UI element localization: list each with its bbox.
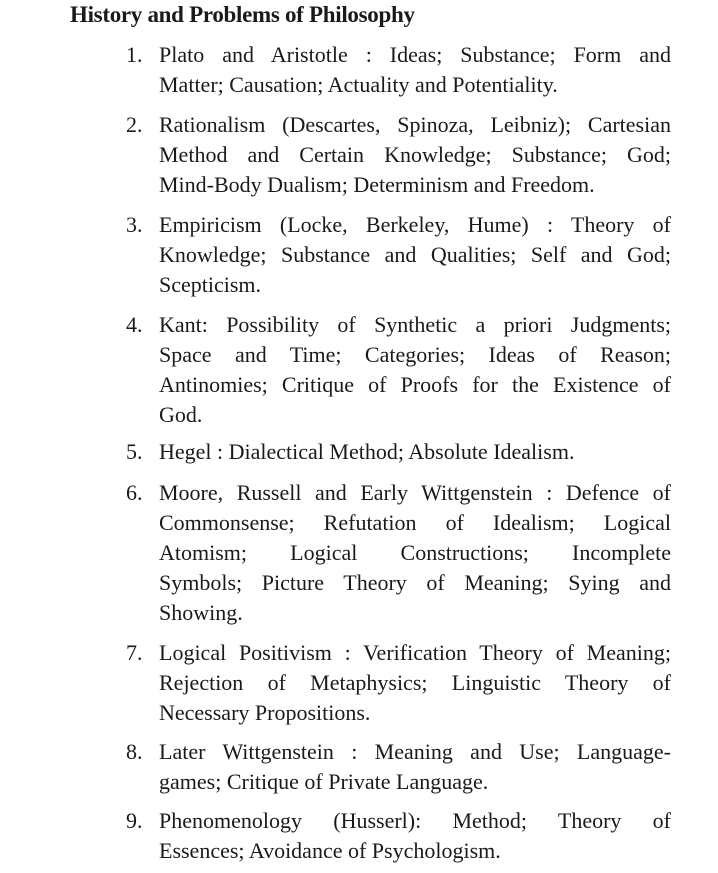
item-text-line: Space and Time; Categories; Ideas of Reason; <box>159 342 671 367</box>
item-number: 6. <box>126 480 143 505</box>
item-number: 9. <box>126 808 143 833</box>
item-text <box>159 806 671 866</box>
item-text-line: Rationalism (Descartes, Spinoza, Leibniz); Cartesian <box>159 112 671 137</box>
item-text-line: Rejection of Metaphysics; Linguistic Theory of <box>159 670 671 695</box>
item-text-line: Scepticism. <box>159 272 262 297</box>
item-text-line: Symbols; Picture Theory of Meaning; Sying and <box>159 570 671 595</box>
item-text-line: Matter; Causation; Actuality and Potentiality. <box>159 72 558 97</box>
item-text-line: Hegel : Dialectical Method; Absolute Idealism. <box>159 439 575 464</box>
item-text-line: Necessary Propositions. <box>159 700 371 725</box>
item-text-line: Empiricism (Locke, Berkeley, Hume) : Theory of <box>159 212 671 237</box>
item-text-line: Later Wittgenstein : Meaning and Use; Language- <box>159 739 671 764</box>
item-text <box>159 310 671 430</box>
item-number: 8. <box>126 739 143 764</box>
section-heading: History and Problems of Philosophy <box>70 2 415 27</box>
item-text-line: Logical Positivism : Verification Theory of Meaning; <box>159 640 671 665</box>
item-number: 5. <box>126 439 143 464</box>
item-text-line: Method and Certain Knowledge; Substance; God; <box>159 142 671 167</box>
item-text-line: Moore, Russell and Early Wittgenstein : Defence of <box>159 480 671 505</box>
item-text-line: Atomism; Logical Constructions; Incomplete <box>159 540 671 565</box>
item-text <box>159 110 671 200</box>
item-text <box>159 638 671 728</box>
item-text <box>159 478 671 628</box>
item-text-line: games; Critique of Private Language. <box>159 769 489 794</box>
item-number: 3. <box>126 212 143 237</box>
item-number: 7. <box>126 640 143 665</box>
item-text-line: Essences; Avoidance of Psychologism. <box>159 838 501 863</box>
item-number: 1. <box>126 42 143 67</box>
item-text <box>159 437 671 467</box>
item-text-line: God. <box>159 402 203 427</box>
item-text-line: Mind-Body Dualism; Determinism and Freedom. <box>159 172 595 197</box>
item-number: 2. <box>126 112 143 137</box>
item-text-line: Knowledge; Substance and Qualities; Self and God; <box>159 242 671 267</box>
item-number: 4. <box>126 312 143 337</box>
item-text <box>159 210 671 300</box>
item-text-line: Kant: Possibility of Synthetic a priori Judgments; <box>159 312 671 337</box>
item-text-line: Commonsense; Refutation of Idealism; Logical <box>159 510 671 535</box>
item-text-line: Plato and Aristotle : Ideas; Substance; Form and <box>159 42 671 67</box>
item-text <box>159 737 671 797</box>
item-text-line: Showing. <box>159 600 243 625</box>
item-text <box>159 40 671 100</box>
item-text-line: Phenomenology (Husserl): Method; Theory of <box>159 808 671 833</box>
item-text-line: Antinomies; Critique of Proofs for the Existence of <box>159 372 671 397</box>
